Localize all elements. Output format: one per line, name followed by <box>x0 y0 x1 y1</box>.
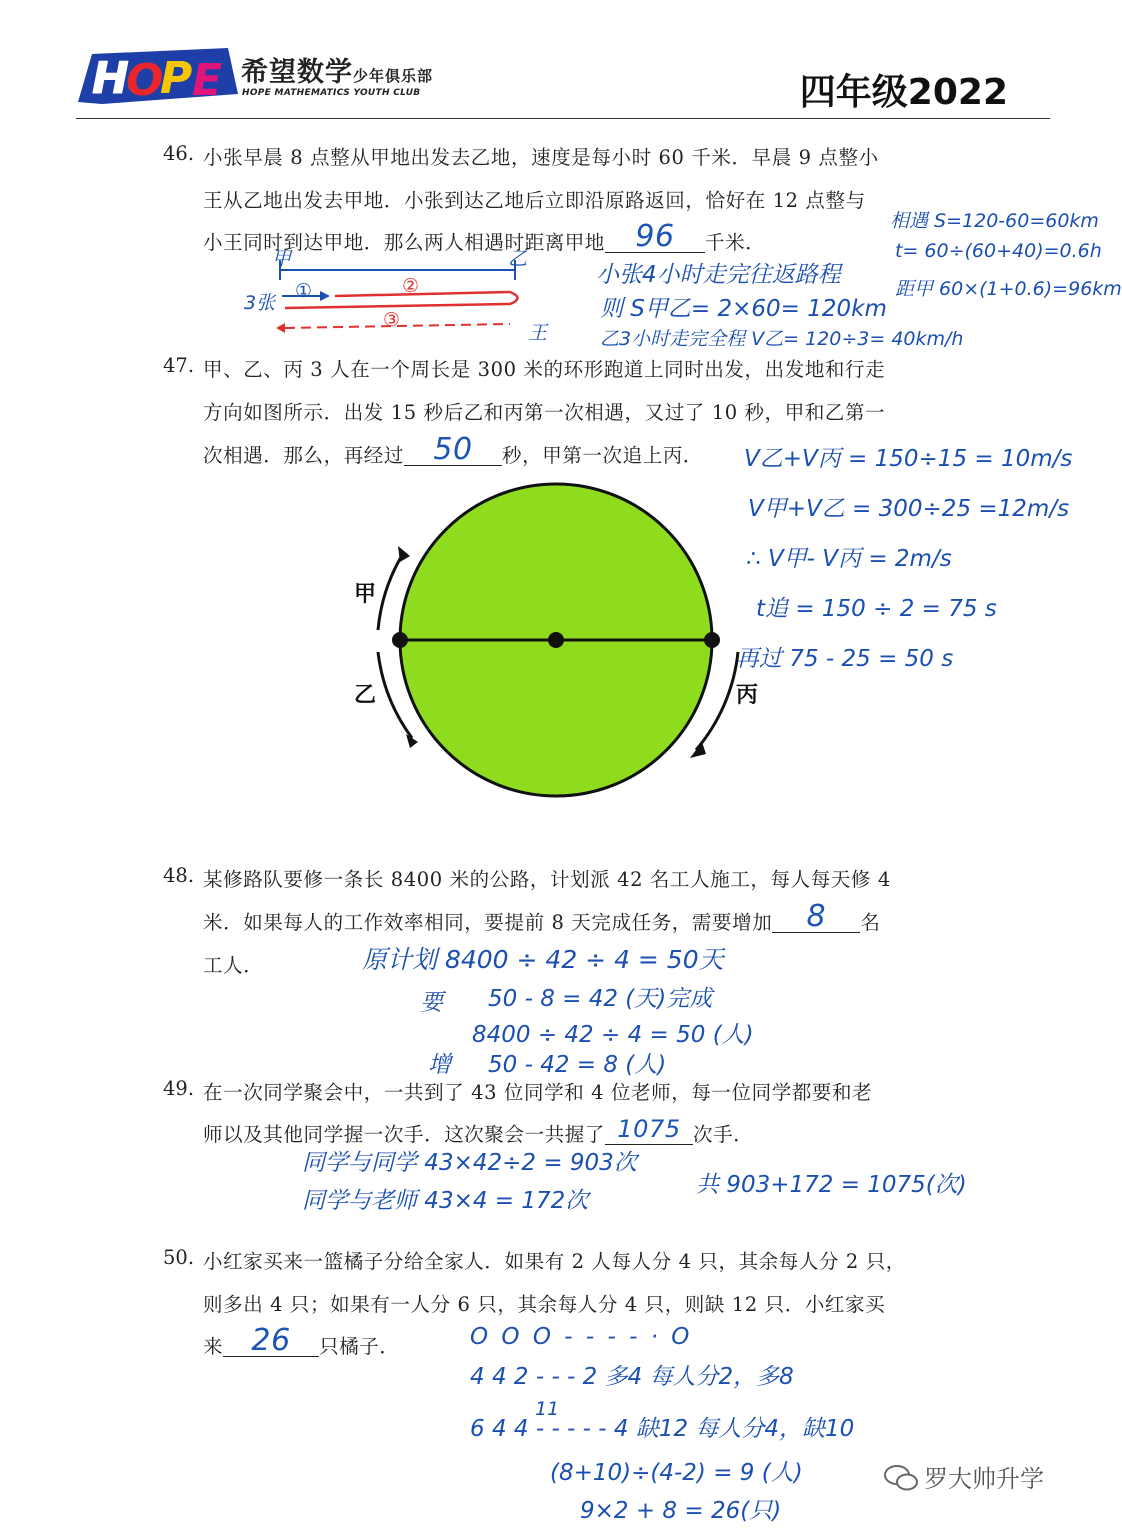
q46-hw-step2: ② <box>402 275 420 297</box>
q46-hw-a3: 距甲 60×(1+0.6)=96km <box>895 278 1122 300</box>
q49-answer: 1075 <box>617 1115 681 1143</box>
track-diagram <box>350 480 770 800</box>
q48-line-2: 米．如果每人的工作效率相同，要提前 8 天完成任务，需要增加 8 名 <box>203 899 881 934</box>
q46-hw-step1: ① <box>295 280 313 302</box>
q49-number: 49. <box>163 1077 195 1100</box>
watermark-text: 罗大帅升学 <box>924 1465 1044 1493</box>
q46-hw-a1: 相遇 S=120-60=60km <box>890 210 1099 232</box>
q46-hw-step3: ③ <box>383 309 401 331</box>
q48-line-1: 某修路队要修一条长 8400 米的公路，计划派 42 名工人施工，每人每天修 4 <box>203 868 891 891</box>
q49-hw-1: 同学与同学 43×42÷2 = 903次 <box>302 1150 637 1176</box>
grade-title: 四年级2022 <box>799 72 1008 113</box>
q48-answer: 8 <box>806 899 827 934</box>
q50-hw-row2: 4 4 2 - - - 2 多4 每人分2，多8 <box>470 1364 794 1390</box>
watermark <box>884 1459 1044 1494</box>
q48-answer-blank[interactable] <box>772 899 860 934</box>
q49-hw-2: 同学与老师 43×4 = 172次 <box>302 1188 589 1214</box>
q47-hw-4: t追 = 150 ÷ 2 = 75 s <box>756 596 997 622</box>
q46-hw-wang: 王 <box>528 322 548 344</box>
q47-answer: 50 <box>433 432 473 467</box>
brand-name-cn: 希望数学少年俱乐部 <box>241 57 434 88</box>
q50-hw-tick: 11 <box>535 1398 560 1420</box>
q50-hw-row5: 9×2 + 8 = 26(只) <box>580 1498 782 1524</box>
q50-answer-blank[interactable] <box>223 1323 319 1358</box>
q46-hw-jia: 甲 <box>272 248 292 270</box>
q47-line-1: 甲、乙、丙 3 人在一个周长是 300 米的环形跑道上同时出发，出发地和行走 <box>203 358 886 381</box>
q49-line-2: 师以及其他同学握一次手．这次聚会一共握了 1075 次手． <box>203 1115 754 1146</box>
q48-number: 48. <box>163 864 195 887</box>
q46-hw-zhang: 3张 <box>244 292 276 314</box>
svg-text:O: O <box>126 55 164 106</box>
q47-hw-1: V乙+V丙 = 150÷15 = 10m/s <box>744 446 1073 472</box>
hope-logo <box>78 44 438 106</box>
q50-hw-row1: O O O - - - - · O <box>470 1324 693 1350</box>
label-yi: 乙 <box>354 683 377 708</box>
svg-text:E: E <box>192 55 223 106</box>
q46-line-1: 小张早晨 8 点整从甲地出发去乙地，速度是每小时 60 千米．早晨 9 点整小 <box>203 146 879 169</box>
q48-hw-3: 50 - 8 = 42 (天)完成 <box>488 986 713 1012</box>
q50-number: 50. <box>163 1246 195 1269</box>
q50-line-3: 来 26 只橘子． <box>203 1323 400 1358</box>
q48-hw-6: 50 - 42 = 8 (人) <box>488 1052 667 1078</box>
center-point <box>548 632 564 648</box>
q49-hw-3: 共 903+172 = 1075(次) <box>696 1172 967 1198</box>
q50-hw-row4: (8+10)÷(4-2) = 9 (人) <box>550 1460 803 1486</box>
svg-text:H: H <box>92 53 129 104</box>
q46-answer: 96 <box>635 219 675 254</box>
q50-line-1: 小红家买来一篮橘子分给全家人．如果有 2 人每人分 4 只，其余每人分 2 只， <box>203 1250 906 1273</box>
q46-hw-b2: 则 S甲乙= 2×60= 120km <box>600 296 887 322</box>
svg-text:P: P <box>160 53 193 104</box>
q47-hw-5: 再过 75 - 25 = 50 s <box>736 646 954 672</box>
q50-hw-row3: 6 4 4 - - - - - 4 缺12 每人分4，缺10 <box>470 1416 855 1442</box>
q49-line-1: 在一次同学聚会中，一共到了 43 位同学和 4 位老师，每一位同学都要和老 <box>203 1081 873 1104</box>
q46-hw-yi: 乙 <box>508 248 528 270</box>
q48-hw-1: 原计划 8400 ÷ 42 ÷ 4 = 50天 <box>362 945 724 974</box>
q46-line-2: 王从乙地出发去甲地．小张到达乙地后立即沿原路返回，恰好在 12 点整与 <box>203 189 866 212</box>
q48-hw-2: 要 <box>420 990 443 1016</box>
q46-hw-b3: 乙3小时走完全程 V乙= 120÷3= 40km/h <box>600 328 964 350</box>
q50-answer: 26 <box>251 1323 291 1358</box>
q48-line-3: 工人． <box>203 954 264 977</box>
q48-hw-5: 增 <box>428 1052 451 1078</box>
start-point-left <box>392 632 408 648</box>
q47-answer-blank[interactable] <box>404 432 502 467</box>
q47-line-2: 方向如图所示．出发 15 秒后乙和丙第一次相遇，又过了 10 秒，甲和乙第一 <box>203 401 886 424</box>
start-point-right <box>704 632 720 648</box>
label-bing: 丙 <box>736 683 759 708</box>
label-jia: 甲 <box>354 582 377 607</box>
brand-name-en: HOPE MATHEMATICS YOUTH CLUB <box>242 88 421 98</box>
hope-logo-word <box>78 44 238 106</box>
q46-line-3: 小王同时到达甲地．那么两人相遇时距离甲地 96 千米． <box>203 219 766 254</box>
q46-answer-blank[interactable] <box>605 219 705 254</box>
q46-hw-a2: t= 60÷(60+40)=0.6h <box>895 240 1102 262</box>
wechat-icon <box>884 1464 918 1492</box>
header-divider <box>76 118 1050 119</box>
q47-hw-3: ∴ V甲- V丙 = 2m/s <box>746 546 952 572</box>
q46-number: 46. <box>163 142 195 165</box>
q47-number: 47. <box>163 354 195 377</box>
q46-hw-b1: 小张4小时走完往返路程 <box>596 262 841 288</box>
q47-line-3: 次相遇．那么，再经过 50 秒，甲第一次追上丙． <box>203 432 704 467</box>
q47-hw-2: V甲+V乙 = 300÷25 =12m/s <box>748 496 1070 522</box>
q48-hw-4: 8400 ÷ 42 ÷ 4 = 50 (人) <box>472 1022 754 1048</box>
q49-answer-blank[interactable] <box>605 1115 693 1145</box>
q50-line-2: 则多出 4 只；如果有一人分 6 只，其余每人分 4 只，则缺 12 只．小红家买 <box>203 1293 886 1316</box>
